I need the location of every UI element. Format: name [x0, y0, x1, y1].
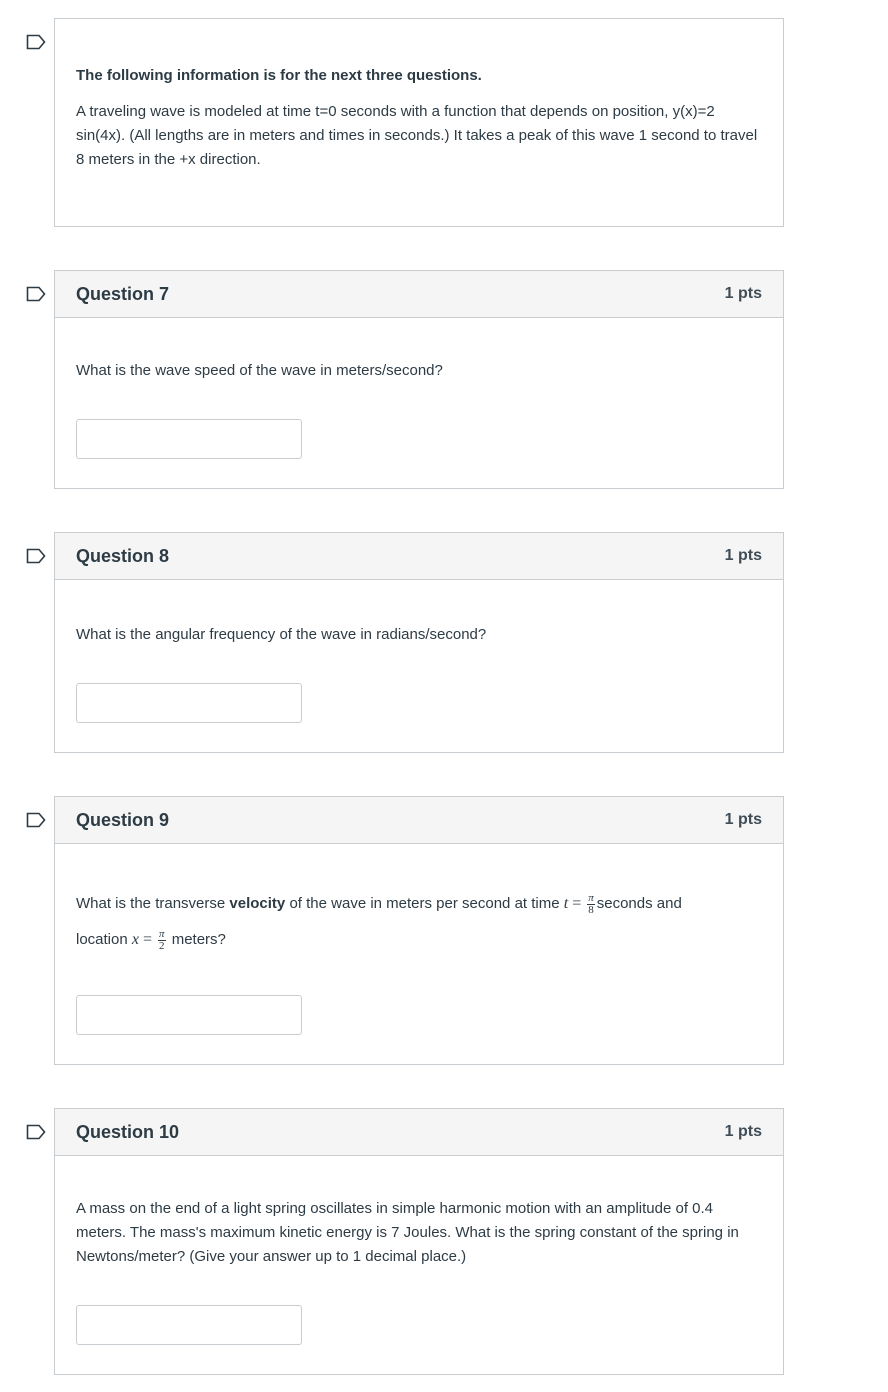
question-title: Question 10 — [76, 1121, 180, 1142]
answer-input[interactable] — [76, 995, 302, 1035]
fraction-numerator: π — [159, 927, 165, 940]
question-text: What is the wave speed of the wave in meters/second? — [76, 362, 443, 379]
answer-input[interactable] — [76, 419, 302, 459]
question-title: Question 9 — [76, 809, 170, 830]
question-header — [55, 271, 783, 318]
flag-question-icon[interactable] — [26, 548, 46, 564]
question-text-part: of the wave in meters per second at time — [285, 895, 564, 912]
math-fraction — [158, 929, 166, 952]
question-text-part: location — [76, 931, 132, 948]
flag-question-icon[interactable] — [26, 286, 46, 302]
intro-heading: The following information is for the next three questions. — [76, 67, 482, 84]
math-equals: = — [142, 931, 153, 948]
fraction-denominator: 2 — [159, 939, 165, 952]
fraction-denominator: 8 — [588, 903, 594, 916]
flag-question-icon[interactable] — [26, 34, 46, 50]
question-card — [54, 796, 784, 1065]
question-text-part: What is the transverse — [76, 895, 230, 912]
question-text-part: meters? — [167, 931, 226, 948]
question-text: A mass on the end of a light spring oscillates in simple harmonic motion with an amplitude of 0.4 meters. The mass's maximum kinetic energy is 7 Joules. What is the spring constant of the spring in Newtons/meter? (Give your answer up to 1 decimal place.) — [76, 1200, 739, 1265]
math-variable-x: x — [131, 931, 139, 948]
question-card — [54, 532, 784, 753]
intro-text: A traveling wave is modeled at time t=0 seconds with a function that depends on position, y(x)=2 sin(4x). (All lengths are in meters and times in seconds.) It takes a peak of this wave 1 second to travel 8 meters in the +x direction. — [76, 103, 758, 168]
question-header — [55, 533, 783, 580]
question-title: Question 8 — [76, 545, 170, 566]
fraction-numerator: π — [588, 891, 594, 904]
question-header — [55, 797, 783, 844]
question-points: 1 pts — [724, 285, 762, 302]
question-title: Question 7 — [76, 283, 170, 304]
answer-input[interactable] — [76, 683, 302, 723]
question-text — [76, 886, 762, 958]
intro-card — [54, 18, 784, 227]
math-fraction — [587, 893, 595, 916]
answer-input[interactable] — [76, 1305, 302, 1345]
question-text: What is the angular frequency of the wave in radians/second? — [76, 626, 487, 643]
question-card — [54, 1108, 784, 1375]
flag-question-icon[interactable] — [26, 1124, 46, 1140]
question-points: 1 pts — [724, 1123, 762, 1140]
math-equals: = — [572, 895, 582, 912]
question-text-bold: velocity — [229, 895, 286, 912]
flag-question-icon[interactable] — [26, 812, 46, 828]
question-text-part: seconds and — [596, 895, 682, 912]
math-variable-t: t — [563, 895, 569, 912]
question-points: 1 pts — [724, 547, 762, 564]
question-header — [55, 1109, 783, 1156]
question-card — [54, 270, 784, 489]
question-points: 1 pts — [724, 811, 762, 828]
